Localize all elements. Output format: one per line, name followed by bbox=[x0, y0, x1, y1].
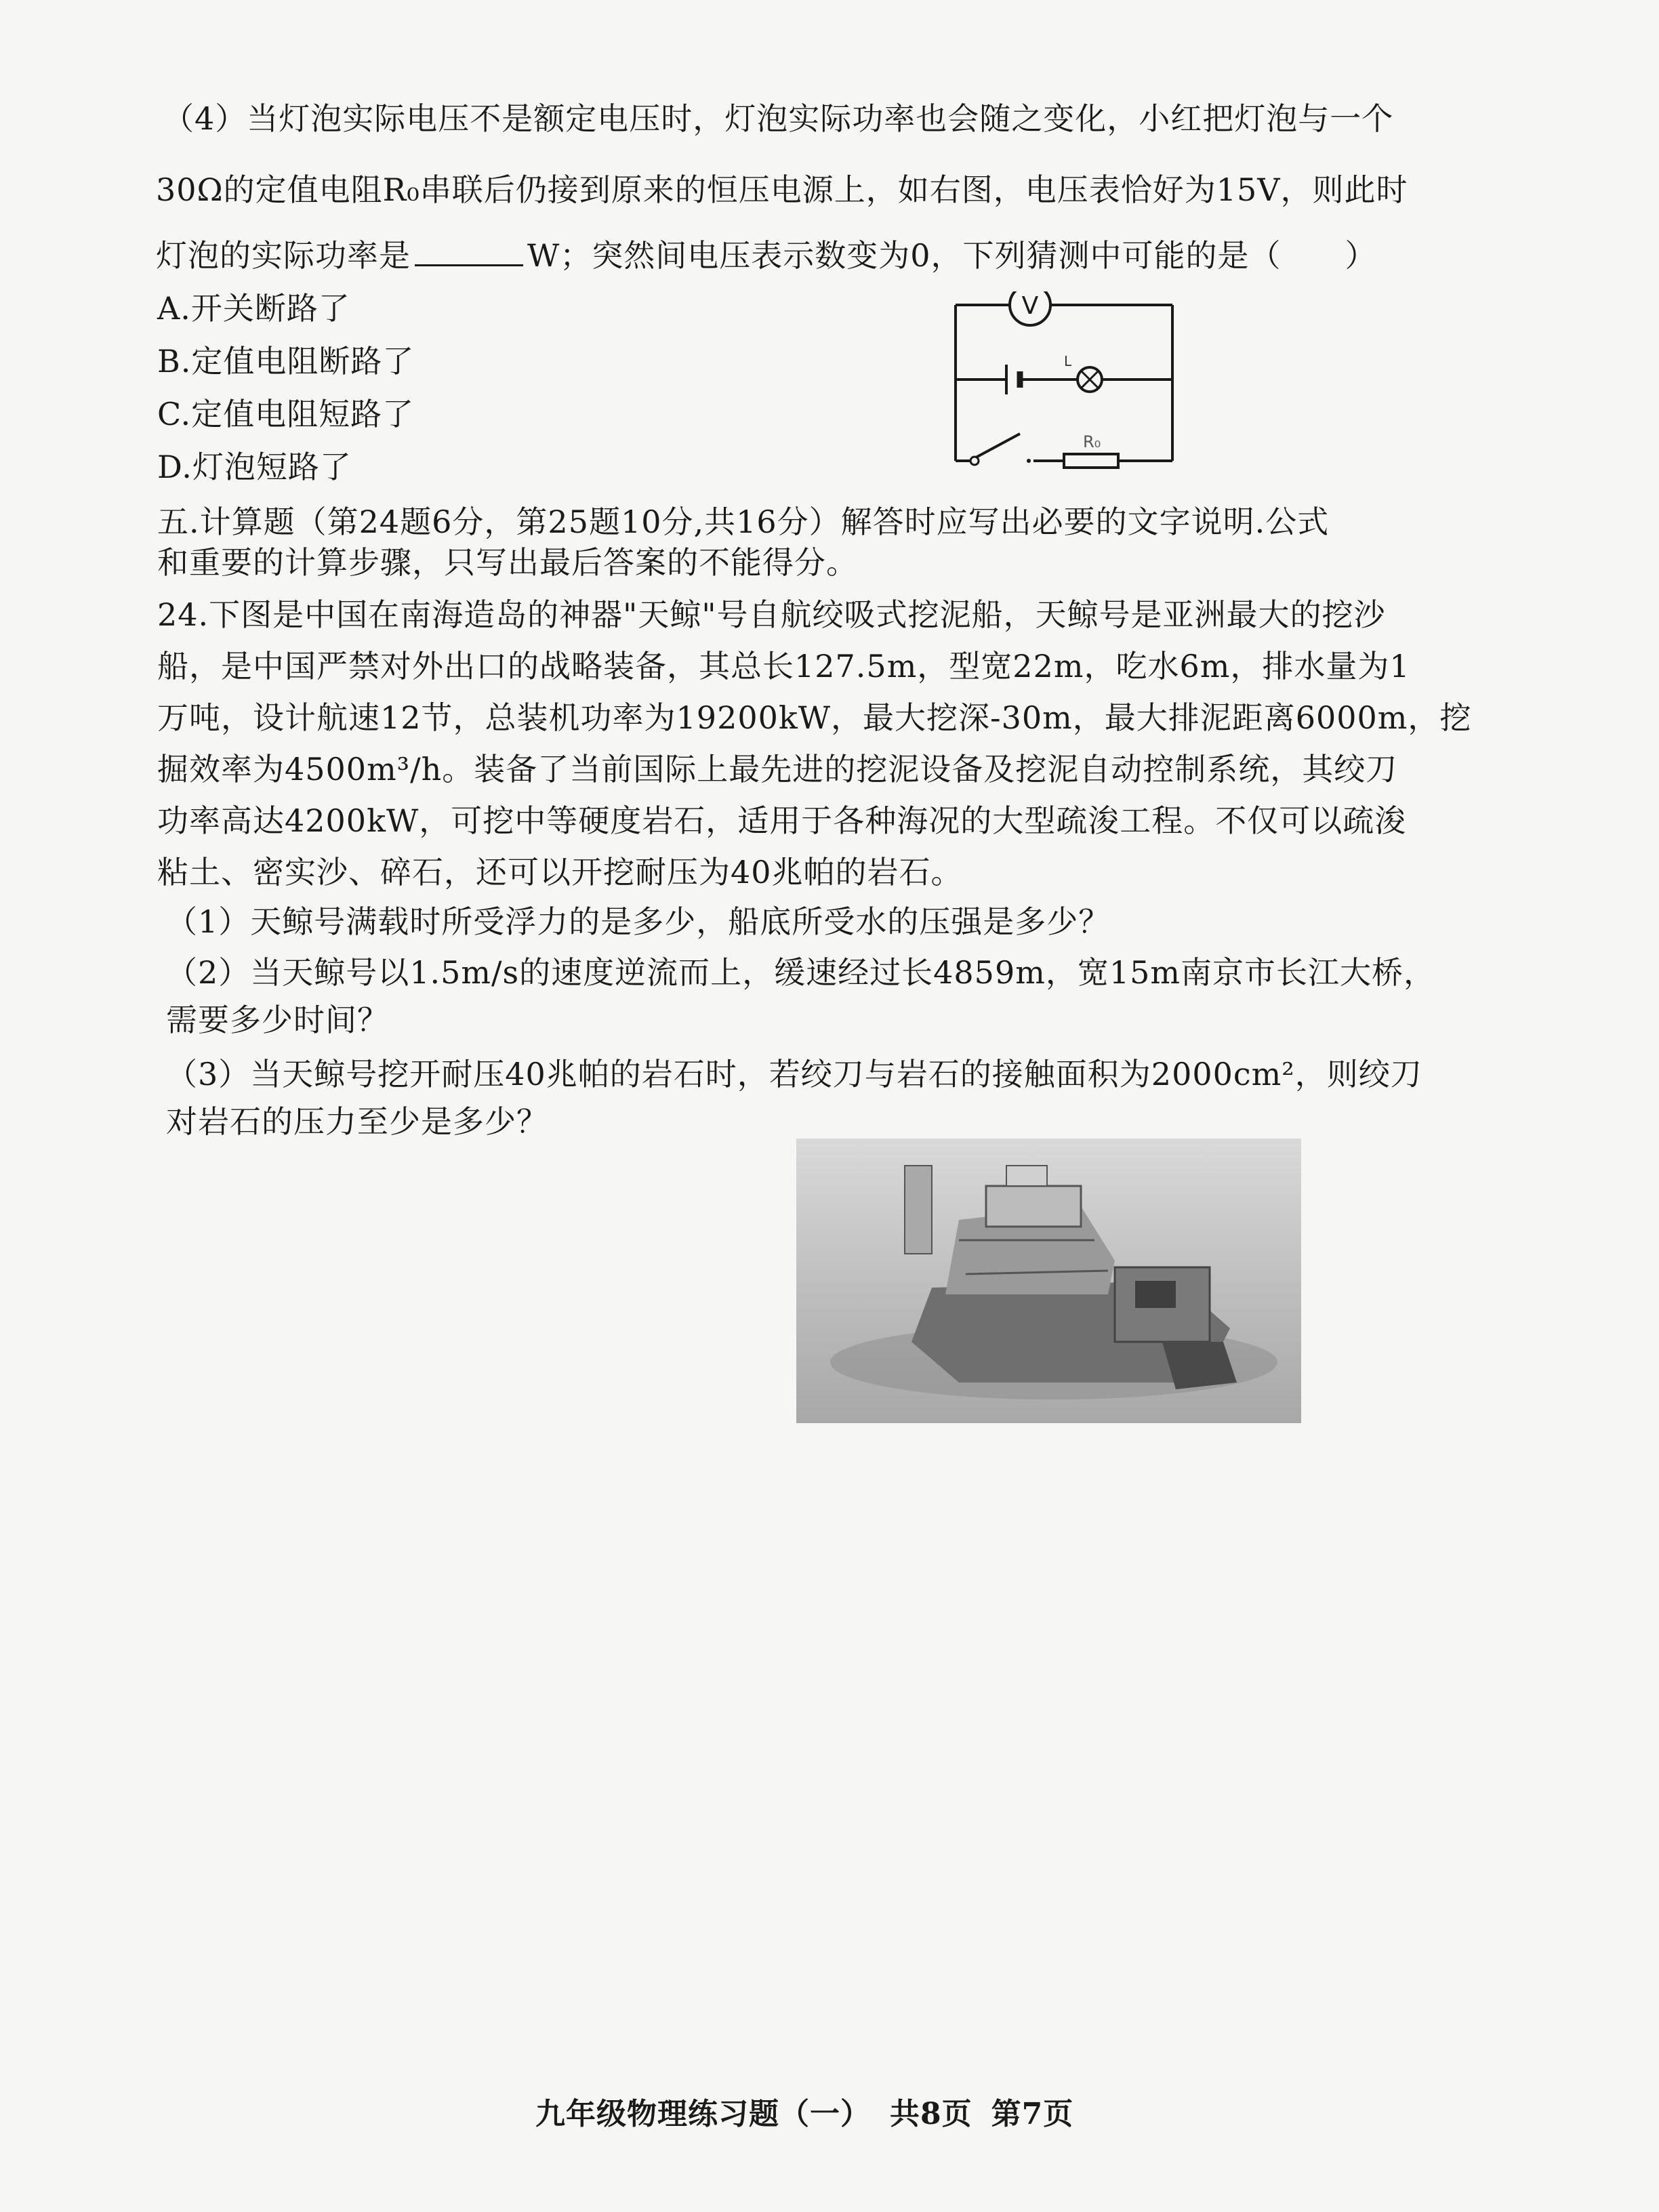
q24-sub-2-line-2: 需要多少时间？ bbox=[166, 1002, 389, 1038]
q4-line-1: （4）当灯泡实际电压不是额定电压时，灯泡实际功率也会随之变化，小红把灯泡与一个 bbox=[163, 100, 1394, 137]
switch-contact-right bbox=[1027, 459, 1031, 463]
option-c: C.定值电阻短路了 bbox=[157, 396, 415, 432]
section5-line-1: 五.计算题（第24题6分，第25题10分,共16分）解答时应写出必要的文字说明.公式 bbox=[157, 504, 1330, 540]
switch-lever bbox=[976, 434, 1020, 457]
q4-line-3 bbox=[156, 237, 1377, 273]
ship-photo-illustration bbox=[796, 1139, 1301, 1423]
q24-sub-2-line-1: （2）当天鲸号以1.5m/s的速度逆流而上，缓速经过长4859m，宽15m南京市长江大桥， bbox=[166, 954, 1435, 991]
q24-line-1: 24.下图是中国在南海造岛的神器"天鲸"号自航绞吸式挖泥船，天鲸号是亚洲最大的挖沙 bbox=[157, 596, 1386, 633]
q24-sub-1: （1）天鲸号满载时所受浮力的是多少，船底所受水的压强是多少？ bbox=[166, 903, 1111, 940]
q24-line-5: 功率高达4200kW，可挖中等硬度岩石，适用于各种海况的大型疏浚工程。不仅可以疏浚 bbox=[157, 802, 1407, 839]
footer-page-number: 第7页 bbox=[991, 2097, 1074, 2131]
resistor-label: R₀ bbox=[1083, 432, 1101, 451]
option-a: A.开关断路了 bbox=[157, 290, 350, 327]
q24-sub-3-line-2: 对岩石的压力至少是多少？ bbox=[166, 1103, 548, 1140]
lamp-label: L bbox=[1064, 353, 1072, 369]
footer-total-pages: 共8页 bbox=[890, 2097, 972, 2131]
q4-line-3-suffix: W；突然间电压表示数变为0，下列猜测中可能的是（ ） bbox=[527, 237, 1377, 274]
q4-line-2: 30Ω的定值电阻R₀串联后仍接到原来的恒压电源上，如右图，电压表恰好为15V，则此时 bbox=[156, 171, 1408, 208]
voltmeter-label: V bbox=[1021, 292, 1039, 320]
q24-sub-3-line-1: （3）当天鲸号挖开耐压40兆帕的岩石时，若绞刀与岩石的接触面积为2000cm²，则绞刀 bbox=[166, 1056, 1422, 1092]
circuit-diagram bbox=[949, 291, 1179, 474]
option-b: B.定值电阻断路了 bbox=[157, 343, 415, 380]
section5-line-2: 和重要的计算步骤，只写出最后答案的不能得分。 bbox=[157, 544, 858, 581]
page-footer bbox=[535, 2089, 1092, 2133]
q24-line-6: 粘土、密实沙、碎石，还可以开挖耐压为40兆帕的岩石。 bbox=[157, 854, 963, 890]
q24-line-3: 万吨，设计航速12节，总装机功率为19200kW，最大挖深-30m，最大排泥距离6000m，挖 bbox=[157, 699, 1472, 736]
resistor-icon bbox=[1064, 454, 1118, 468]
q24-line-2: 船，是中国严禁对外出口的战略装备，其总长127.5m，型宽22m，吃水6m，排水量为1 bbox=[157, 648, 1410, 684]
q4-line-3-prefix: 灯泡的实际功率是 bbox=[156, 237, 411, 274]
footer-title: 九年级物理练习题（一） bbox=[535, 2097, 871, 2131]
option-d: D.灯泡短路了 bbox=[157, 449, 352, 485]
q24-line-4: 掘效率为4500m³/h。装备了当前国际上最先进的挖泥设备及挖泥自动控制系统，其绞刀 bbox=[157, 751, 1398, 787]
switch-contact-left bbox=[970, 457, 979, 465]
answer-blank bbox=[415, 237, 523, 266]
ship-photo bbox=[796, 1139, 1301, 1423]
